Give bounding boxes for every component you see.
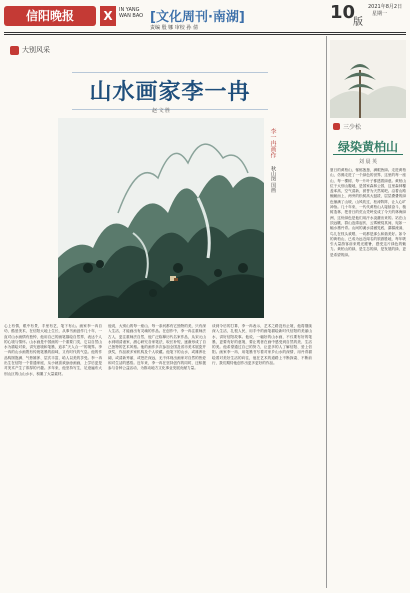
column-name: 三少松 bbox=[343, 124, 362, 131]
issue-date: 2021年8月2日 bbox=[368, 4, 403, 10]
header-rule bbox=[4, 34, 406, 35]
column-name: 大别风采 bbox=[22, 46, 50, 54]
section-title: [文化周刊·南湖] bbox=[150, 10, 245, 25]
article-body: 夏日的黄柏山，郁郁葱葱，满眼皆绿。走进黄柏山，仿佛走进了一个绿色的世界，这里的每一座山、每一棵树、每一片叶子都透着绿意。黄柏山位于大别山腹地，是国家森林公园，这里森林覆盖率高，空气清新，被誉为天然氧吧。沿着山路蜿蜒而上，两旁的松树高大挺拔，层层叠叠的绿色铺满了山坡，山风吹过，松涛阵阵，让人心旷神怡。几十年来，一代代黄柏山人接续奋斗，植树造林，把昔日的荒山秃岭变成了今天的林海绿洲，这份绿色是他们用汗水浇灌出来的。站在山顶远眺，群山连绵起伏，云雾缭绕其间，宛如一幅水墨丹青。山间的溪水清澈见底，潺潺流淌，鸟儿在枝头欢唱，一切都是那么和谐美好。如今的黄柏山，已成为远近闻名的旅游胜地，每年吸引大量游客前来观光避暑，感受这片绿色的魅力。黄柏山的绿，是生态的绿，是发展的绿，更是希望的绿。 bbox=[330, 168, 406, 257]
masthead-pinyin-line2: WAN BAO bbox=[119, 13, 144, 19]
landscape-painting bbox=[58, 118, 264, 318]
article-column-1: 心上有情，眼中有景，手里有艺，笔下有山。画家李一冉自幼，酷爱美术，在信阳大地上生长，从事书画创作几十年，一直对山水画情有独钟，他用自己的画笔描绘自然界，表达个人的心境与情怀。山水画是中国画的一个重要门类，它以自然山水为描绘对象，讲究意境和笔墨，追求“天人合一”的境界。李一冉的山水画既有传统笔墨的韵味，又有时代的气息。他的作品构图饱满、气势雄浑、层次丰富，给人以美的享受。李一冉出生在信阳一个普通家庭，从小就喜欢涂涂画画，上学后更是对美术产生了浓厚的兴趣。多年来，他坚持写生，足迹遍布大别山区的山山水水，积累了大量素材。 bbox=[4, 324, 102, 376]
article-column-2: 他说，大别山的每一座山、每一条河都有它独特的美，只有深入生活，才能画出有灵魂的作品。在创作中，李一冉注重师法古人，更注重师法自然，他广泛临摹历代名家作品，从宋元山水到明清诸家，潜心研究各家笔法，取长补短，逐渐形成了自己独特的艺术风格。他的画作多次参加全国及省市美术展览并获奖，作品被多家机构及个人收藏。他笔下的山水，或雄浑壮阔，或清新秀丽，或苍茫深远，无不体现出画家对自然的热爱和对生活的感悟。近年来，李一冉在坚持创作的同时，还积极参与各种公益活动，为推动地方文化事业发展贡献力量。 bbox=[108, 324, 206, 371]
column-seal-icon bbox=[10, 46, 19, 55]
masthead-pinyin bbox=[119, 7, 143, 19]
decorative-pine-image bbox=[330, 40, 406, 118]
page-suffix: 版 bbox=[353, 17, 363, 28]
editors-line: 责编 殷 娜 审校 孙 倩 bbox=[150, 25, 198, 31]
article-title: 山水画家李一冉 bbox=[72, 72, 268, 110]
article-title: 绿染黄柏山 bbox=[337, 140, 398, 154]
painting-caption-body: 秋山图 国画 bbox=[270, 166, 276, 193]
issue-weekday: 星期一 bbox=[372, 11, 388, 17]
article-byline: 赵 文 胜 bbox=[152, 108, 171, 114]
article-column-3: 谈到今后的打算，李一冉表示，艺术之路没有止境，他将继续深入生活，扎根人民，用手中的画笔描绘新时代信阳的美丽山水，讲好信阳故事。他说，一幅好的山水画，不仅要有好的笔墨，更要有好的意境，要让观者在画中感受到自然的美、生活的美。他希望通过自己的努力，让更多的人了解信阳、爱上信阳。画家李一冉，用笔墨书写着对家乡山水的深情，用丹青描绘着对美好生活的向往，他在艺术的道路上不断探索、不断前行，我们期待他创作出更多更好的作品。 bbox=[212, 324, 312, 366]
masthead-pinyin-line1: IN YANG bbox=[119, 7, 140, 13]
title-underline bbox=[333, 154, 403, 155]
x-logo: X bbox=[100, 6, 116, 26]
article-byline: 刘 晨 英 bbox=[358, 159, 378, 165]
column-seal-icon bbox=[333, 123, 340, 130]
page-number: 10 bbox=[330, 2, 356, 23]
masthead-logo: 信阳晚报 bbox=[4, 6, 96, 26]
column-divider bbox=[326, 36, 327, 588]
painting-caption-title: 李一冉画作 bbox=[269, 128, 276, 158]
header-rule bbox=[4, 32, 406, 33]
